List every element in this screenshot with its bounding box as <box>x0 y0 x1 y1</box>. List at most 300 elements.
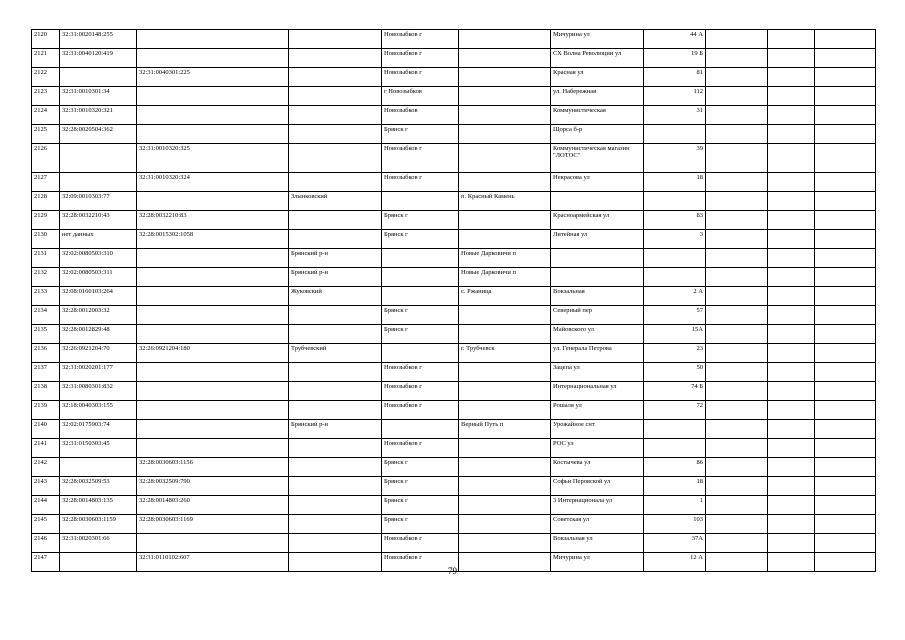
row-number-cell: 2121 <box>32 49 60 68</box>
street-cell: Коммунистическая магазин "ЛОТОС" <box>551 144 644 173</box>
empty-cell <box>815 344 876 363</box>
empty-cell <box>815 144 876 173</box>
house-number-cell: 18 <box>644 173 706 192</box>
table-row <box>32 230 876 249</box>
house-number-cell <box>644 439 706 458</box>
city-cell <box>382 344 459 363</box>
empty-cell <box>768 401 815 420</box>
settlement-cell <box>459 144 551 173</box>
empty-cell <box>768 192 815 211</box>
table-row <box>32 420 876 439</box>
table-row <box>32 344 876 363</box>
table-row <box>32 68 876 87</box>
row-number-cell: 2140 <box>32 420 60 439</box>
table-row <box>32 306 876 325</box>
table-row <box>32 106 876 125</box>
empty-cell <box>815 192 876 211</box>
row-number-cell: 2130 <box>32 230 60 249</box>
house-number-cell: 37А <box>644 534 706 553</box>
district-cell: Брянский р-н <box>289 249 382 268</box>
row-number-cell: 2137 <box>32 363 60 382</box>
cadastral-number-land-cell: 32:08:0160103:264 <box>60 287 137 306</box>
city-cell: Брянск г <box>382 496 459 515</box>
street-cell <box>551 249 644 268</box>
empty-cell <box>815 382 876 401</box>
city-cell: Брянск г <box>382 306 459 325</box>
district-cell <box>289 439 382 458</box>
row-number-cell: 2126 <box>32 144 60 173</box>
cadastral-number-land-cell <box>60 173 137 192</box>
cadastral-number-building-cell <box>137 534 289 553</box>
empty-cell <box>706 30 768 49</box>
cadastral-number-building-cell: 32:31:0040301:225 <box>137 68 289 87</box>
row-number-cell: 2134 <box>32 306 60 325</box>
row-number-cell: 2132 <box>32 268 60 287</box>
settlement-cell <box>459 496 551 515</box>
street-cell: ул. Набережная <box>551 87 644 106</box>
street-cell: Интернациональная ул <box>551 382 644 401</box>
settlement-cell: Новые Дарковичи п <box>459 249 551 268</box>
cadastral-number-building-cell: 32:28:0030603:1169 <box>137 515 289 534</box>
row-number-cell: 2138 <box>32 382 60 401</box>
empty-cell <box>706 382 768 401</box>
house-number-cell <box>644 268 706 287</box>
house-number-cell: 44 А <box>644 30 706 49</box>
cadastral-number-building-cell <box>137 439 289 458</box>
empty-cell <box>815 125 876 144</box>
empty-cell <box>768 496 815 515</box>
empty-cell <box>706 515 768 534</box>
district-cell <box>289 173 382 192</box>
house-number-cell: 103 <box>644 515 706 534</box>
empty-cell <box>768 363 815 382</box>
table-row <box>32 144 876 173</box>
empty-cell <box>706 144 768 173</box>
district-cell <box>289 382 382 401</box>
house-number-cell: 74 Б <box>644 382 706 401</box>
street-cell: Урожайное снт <box>551 420 644 439</box>
district-cell <box>289 211 382 230</box>
street-cell: РОС ул <box>551 439 644 458</box>
row-number-cell: 2143 <box>32 477 60 496</box>
empty-cell <box>768 268 815 287</box>
empty-cell <box>706 420 768 439</box>
house-number-cell: 1 <box>644 496 706 515</box>
street-cell <box>551 268 644 287</box>
cadastral-number-land-cell: 32:28:0032509:53 <box>60 477 137 496</box>
cadastral-number-land-cell: 32:09:0010303:77 <box>60 192 137 211</box>
empty-cell <box>815 68 876 87</box>
city-cell: Новозыбков г <box>382 534 459 553</box>
house-number-cell: 86 <box>644 458 706 477</box>
district-cell <box>289 363 382 382</box>
cadastral-number-land-cell: 32:31:0080301:832 <box>60 382 137 401</box>
empty-cell <box>815 496 876 515</box>
house-number-cell: 57 <box>644 306 706 325</box>
settlement-cell <box>459 458 551 477</box>
city-cell: Брянск г <box>382 515 459 534</box>
district-cell <box>289 534 382 553</box>
city-cell: Новозыбков г <box>382 144 459 173</box>
empty-cell <box>706 534 768 553</box>
table-row <box>32 363 876 382</box>
house-number-cell: 50 <box>644 363 706 382</box>
empty-cell <box>768 477 815 496</box>
street-cell: Зацепа ул <box>551 363 644 382</box>
city-cell: Брянск г <box>382 325 459 344</box>
row-number-cell: 2131 <box>32 249 60 268</box>
street-cell: Щорса б-р <box>551 125 644 144</box>
cadastral-number-land-cell: 32:31:0020201:177 <box>60 363 137 382</box>
page-number: 79 <box>448 566 457 576</box>
street-cell: Некрасова ул <box>551 173 644 192</box>
cadastral-number-building-cell <box>137 401 289 420</box>
settlement-cell <box>459 515 551 534</box>
table-row <box>32 211 876 230</box>
row-number-cell: 2144 <box>32 496 60 515</box>
house-number-cell: 15А <box>644 325 706 344</box>
row-number-cell: 2122 <box>32 68 60 87</box>
empty-cell <box>815 49 876 68</box>
house-number-cell: 19 Б <box>644 49 706 68</box>
empty-cell <box>706 344 768 363</box>
row-number-cell: 2147 <box>32 553 60 572</box>
cadastral-number-building-cell: 32:31:0010320:325 <box>137 144 289 173</box>
row-number-cell: 2142 <box>32 458 60 477</box>
registry-table <box>31 29 876 572</box>
street-cell: Рошаля ул <box>551 401 644 420</box>
settlement-cell: г. Трубчевск <box>459 344 551 363</box>
cadastral-number-building-cell: 32:28:0032509:790 <box>137 477 289 496</box>
empty-cell <box>706 173 768 192</box>
cadastral-number-land-cell: 32:26:0921204:70 <box>60 344 137 363</box>
house-number-cell: 18 <box>644 477 706 496</box>
cadastral-number-land-cell: 32:02:0080503:311 <box>60 268 137 287</box>
empty-cell <box>706 211 768 230</box>
city-cell: Новозыбков г <box>382 439 459 458</box>
district-cell <box>289 477 382 496</box>
empty-cell <box>815 306 876 325</box>
cadastral-number-land-cell: 32:31:0150303:45 <box>60 439 137 458</box>
cadastral-number-land-cell: 32:31:0010301:34 <box>60 87 137 106</box>
empty-cell <box>768 306 815 325</box>
empty-cell <box>706 458 768 477</box>
table-row <box>32 87 876 106</box>
cadastral-number-land-cell: 32:18:0040303:155 <box>60 401 137 420</box>
house-number-cell: 83 <box>644 211 706 230</box>
district-cell <box>289 230 382 249</box>
table-row <box>32 325 876 344</box>
district-cell: Брянский р-н <box>289 420 382 439</box>
settlement-cell <box>459 49 551 68</box>
city-cell: Новозыбков г <box>382 363 459 382</box>
empty-cell <box>815 30 876 49</box>
house-number-cell: 31 <box>644 106 706 125</box>
empty-cell <box>815 401 876 420</box>
settlement-cell <box>459 401 551 420</box>
empty-cell <box>815 230 876 249</box>
city-cell: Новозыбков г <box>382 173 459 192</box>
settlement-cell: Новые Дарковичи п <box>459 268 551 287</box>
table-row <box>32 382 876 401</box>
settlement-cell <box>459 477 551 496</box>
empty-cell <box>768 534 815 553</box>
row-number-cell: 2129 <box>32 211 60 230</box>
row-number-cell: 2141 <box>32 439 60 458</box>
settlement-cell <box>459 439 551 458</box>
district-cell: Трубчевский <box>289 344 382 363</box>
empty-cell <box>815 420 876 439</box>
district-cell <box>289 125 382 144</box>
empty-cell <box>768 30 815 49</box>
city-cell: Новозыбков г <box>382 553 459 572</box>
city-cell <box>382 268 459 287</box>
cadastral-number-land-cell <box>60 458 137 477</box>
empty-cell <box>815 515 876 534</box>
row-number-cell: 2136 <box>32 344 60 363</box>
cadastral-number-land-cell: нет данных <box>60 230 137 249</box>
house-number-cell: 39 <box>644 144 706 173</box>
district-cell <box>289 401 382 420</box>
empty-cell <box>706 496 768 515</box>
settlement-cell <box>459 325 551 344</box>
cadastral-number-building-cell <box>137 306 289 325</box>
street-cell: ул. Генерала Петрова <box>551 344 644 363</box>
row-number-cell: 2145 <box>32 515 60 534</box>
cadastral-number-land-cell: 32:28:0030603:1159 <box>60 515 137 534</box>
district-cell <box>289 106 382 125</box>
cadastral-number-building-cell <box>137 287 289 306</box>
street-cell: Литейная ул <box>551 230 644 249</box>
city-cell: Новозыбков г <box>382 49 459 68</box>
table-row <box>32 125 876 144</box>
cadastral-number-building-cell <box>137 325 289 344</box>
empty-cell <box>768 382 815 401</box>
cadastral-number-land-cell: 32:28:0014803:135 <box>60 496 137 515</box>
house-number-cell: 3 <box>644 230 706 249</box>
street-cell: Коммунистическая <box>551 106 644 125</box>
house-number-cell <box>644 420 706 439</box>
empty-cell <box>706 249 768 268</box>
table-row <box>32 439 876 458</box>
row-number-cell: 2120 <box>32 30 60 49</box>
cadastral-number-building-cell <box>137 268 289 287</box>
empty-cell <box>815 249 876 268</box>
district-cell <box>289 325 382 344</box>
settlement-cell <box>459 534 551 553</box>
settlement-cell <box>459 382 551 401</box>
cadastral-number-land-cell <box>60 144 137 173</box>
street-cell: Мичурина ул <box>551 553 644 572</box>
empty-cell <box>768 87 815 106</box>
cadastral-number-building-cell <box>137 363 289 382</box>
street-cell: Мичурина ул <box>551 30 644 49</box>
cadastral-number-building-cell <box>137 87 289 106</box>
empty-cell <box>706 230 768 249</box>
settlement-cell <box>459 125 551 144</box>
empty-cell <box>815 325 876 344</box>
empty-cell <box>706 477 768 496</box>
cadastral-number-building-cell <box>137 125 289 144</box>
street-cell: 3 Интернационала ул <box>551 496 644 515</box>
settlement-cell <box>459 230 551 249</box>
cadastral-number-building-cell <box>137 30 289 49</box>
row-number-cell: 2127 <box>32 173 60 192</box>
empty-cell <box>815 363 876 382</box>
district-cell: Злынковский <box>289 192 382 211</box>
cadastral-number-land-cell: 32:28:0020504:362 <box>60 125 137 144</box>
city-cell: Брянск г <box>382 458 459 477</box>
cadastral-number-land-cell <box>60 68 137 87</box>
cadastral-number-building-cell: 32:26:0921204:180 <box>137 344 289 363</box>
cadastral-number-building-cell <box>137 249 289 268</box>
cadastral-number-land-cell: 32:28:0032210:43 <box>60 211 137 230</box>
table-row <box>32 401 876 420</box>
district-cell <box>289 306 382 325</box>
settlement-cell <box>459 87 551 106</box>
city-cell: Брянск г <box>382 477 459 496</box>
street-cell: Вокзальная <box>551 287 644 306</box>
empty-cell <box>768 420 815 439</box>
empty-cell <box>815 458 876 477</box>
table-row <box>32 173 876 192</box>
cadastral-number-building-cell: 32:31:0010320:324 <box>137 173 289 192</box>
cadastral-number-building-cell: 32:28:0014803:260 <box>137 496 289 515</box>
cadastral-number-land-cell: 32:02:0080503:310 <box>60 249 137 268</box>
empty-cell <box>815 87 876 106</box>
empty-cell <box>768 287 815 306</box>
empty-cell <box>815 211 876 230</box>
table-row <box>32 515 876 534</box>
empty-cell <box>706 87 768 106</box>
empty-cell <box>815 439 876 458</box>
house-number-cell: 112 <box>644 87 706 106</box>
city-cell <box>382 249 459 268</box>
district-cell: Жуковский <box>289 287 382 306</box>
empty-cell <box>768 230 815 249</box>
empty-cell <box>768 125 815 144</box>
row-number-cell: 2133 <box>32 287 60 306</box>
row-number-cell: 2128 <box>32 192 60 211</box>
row-number-cell: 2146 <box>32 534 60 553</box>
cadastral-number-land-cell: 32:28:0012829:48 <box>60 325 137 344</box>
city-cell <box>382 287 459 306</box>
table-row <box>32 477 876 496</box>
street-cell: СХ Волна Революции ул <box>551 49 644 68</box>
row-number-cell: 2139 <box>32 401 60 420</box>
cadastral-number-building-cell: 32:28:0030603:1156 <box>137 458 289 477</box>
empty-cell <box>768 515 815 534</box>
table-row <box>32 192 876 211</box>
house-number-cell: 81 <box>644 68 706 87</box>
cadastral-number-building-cell <box>137 106 289 125</box>
city-cell <box>382 420 459 439</box>
cadastral-number-land-cell: 32:31:0040120:419 <box>60 49 137 68</box>
empty-cell <box>706 287 768 306</box>
settlement-cell <box>459 68 551 87</box>
cadastral-number-building-cell: 32:28:0032210:83 <box>137 211 289 230</box>
district-cell: Брянский р-н <box>289 268 382 287</box>
table-row <box>32 496 876 515</box>
table-row <box>32 268 876 287</box>
empty-cell <box>768 144 815 173</box>
settlement-cell: Верный Путь п <box>459 420 551 439</box>
street-cell: Костычева ул <box>551 458 644 477</box>
empty-cell <box>706 325 768 344</box>
city-cell <box>382 192 459 211</box>
city-cell: Новозыбков г <box>382 30 459 49</box>
cadastral-number-building-cell: 32:28:0015302:1058 <box>137 230 289 249</box>
empty-cell <box>768 325 815 344</box>
empty-cell <box>706 192 768 211</box>
empty-cell <box>768 458 815 477</box>
district-cell <box>289 144 382 173</box>
row-number-cell: 2123 <box>32 87 60 106</box>
settlement-cell <box>459 363 551 382</box>
empty-cell <box>815 173 876 192</box>
cadastral-number-building-cell: 32:31:0110102:607 <box>137 553 289 572</box>
empty-cell <box>815 106 876 125</box>
street-cell: Софьи Перовской ул <box>551 477 644 496</box>
cadastral-number-land-cell: 32:31:0020301:66 <box>60 534 137 553</box>
empty-cell <box>768 344 815 363</box>
city-cell: Брянск г <box>382 125 459 144</box>
empty-cell <box>706 106 768 125</box>
street-cell: Майовского ул <box>551 325 644 344</box>
table-row <box>32 534 876 553</box>
house-number-cell <box>644 192 706 211</box>
district-cell <box>289 49 382 68</box>
district-cell <box>289 68 382 87</box>
empty-cell <box>815 534 876 553</box>
district-cell <box>289 87 382 106</box>
cadastral-number-land-cell: 32:31:0020148:255 <box>60 30 137 49</box>
cadastral-number-land-cell: 32:28:0012003:32 <box>60 306 137 325</box>
table-row <box>32 458 876 477</box>
empty-cell <box>815 268 876 287</box>
empty-cell <box>706 125 768 144</box>
district-cell <box>289 30 382 49</box>
street-cell: Красная ул <box>551 68 644 87</box>
cadastral-number-building-cell <box>137 420 289 439</box>
city-cell: г Новозыбков <box>382 87 459 106</box>
house-number-cell: 23 <box>644 344 706 363</box>
empty-cell <box>706 268 768 287</box>
district-cell <box>289 515 382 534</box>
street-cell: Красноармейская ул <box>551 211 644 230</box>
row-number-cell: 2124 <box>32 106 60 125</box>
settlement-cell <box>459 30 551 49</box>
row-number-cell: 2135 <box>32 325 60 344</box>
city-cell: Брянск г <box>382 211 459 230</box>
city-cell: Новозыбков г <box>382 401 459 420</box>
settlement-cell: п. Красный Камень <box>459 192 551 211</box>
empty-cell <box>706 439 768 458</box>
empty-cell <box>768 249 815 268</box>
street-cell <box>551 192 644 211</box>
table-row <box>32 30 876 49</box>
empty-cell <box>768 106 815 125</box>
house-number-cell: 12 А <box>644 553 706 572</box>
empty-cell <box>706 68 768 87</box>
district-cell <box>289 496 382 515</box>
empty-cell <box>768 68 815 87</box>
street-cell: Советская ул <box>551 515 644 534</box>
empty-cell <box>768 211 815 230</box>
cadastral-number-building-cell <box>137 49 289 68</box>
table-row <box>32 249 876 268</box>
house-number-cell <box>644 125 706 144</box>
